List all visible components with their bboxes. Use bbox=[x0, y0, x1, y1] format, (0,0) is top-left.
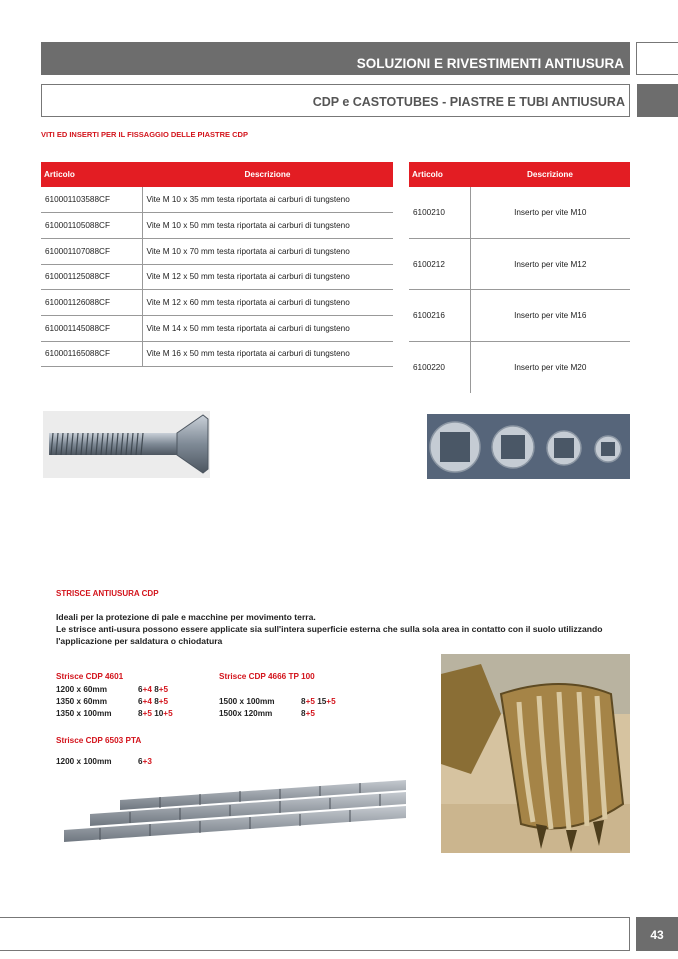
cell-descrizione: Inserto per vite M16 bbox=[470, 290, 630, 341]
table-row bbox=[41, 187, 393, 213]
cell-descrizione: Vite M 16 x 50 mm testa riportata ai carburi di tungsteno bbox=[142, 341, 393, 367]
group-title: Strisce CDP 4601 bbox=[56, 672, 124, 681]
subtitle: CDP e CASTOTUBES - PIASTRE E TUBI ANTIUSURA bbox=[312, 95, 625, 109]
overlay: +4 bbox=[142, 685, 152, 694]
cell-articolo: 610001103588CF bbox=[41, 187, 142, 213]
table-row bbox=[409, 238, 630, 289]
overlay: +5 bbox=[326, 697, 336, 706]
cell-articolo: 610001125088CF bbox=[41, 264, 142, 290]
table-row bbox=[409, 341, 630, 392]
cell-descrizione: Vite M 10 x 35 mm testa riportata ai carburi di tungsteno bbox=[142, 187, 393, 213]
cell-descrizione: Vite M 14 x 50 mm testa riportata ai carburi di tungsteno bbox=[142, 315, 393, 341]
description-line-1: Ideali per la protezione di pale e macchine per movimento terra. bbox=[56, 612, 316, 622]
group-4601 bbox=[56, 672, 173, 721]
screw-image bbox=[43, 411, 210, 478]
cell-descrizione: Inserto per vite M12 bbox=[470, 238, 630, 289]
table-row bbox=[409, 290, 630, 341]
col-articolo: Articolo bbox=[409, 162, 470, 187]
overlay: +5 bbox=[158, 697, 169, 706]
cell-descrizione: Vite M 12 x 50 mm testa riportata ai carburi di tungsteno bbox=[142, 264, 393, 290]
cell-descrizione: Inserto per vite M10 bbox=[470, 187, 630, 238]
size: 1500x 120mm bbox=[219, 709, 273, 718]
cell-descrizione: Vite M 12 x 60 mm testa riportata ai carburi di tungsteno bbox=[142, 290, 393, 316]
subtitle-bar bbox=[41, 84, 630, 117]
list-item bbox=[219, 697, 336, 709]
table-row bbox=[41, 290, 393, 316]
thickness: 10 bbox=[154, 709, 164, 718]
size: 1200 x 60mm bbox=[56, 685, 107, 694]
description-line-2: Le strisce anti-usura possono essere applicate sia sull'intera superficie esterna che sulla sola area in contatto con il suolo utilizzando l'applicazione per saldatura o chiodatura bbox=[56, 624, 603, 646]
cell-descrizione: Vite M 10 x 70 mm testa riportata ai carburi di tungsteno bbox=[142, 238, 393, 264]
col-descrizione: Descrizione bbox=[470, 162, 630, 187]
page-number: 43 bbox=[636, 917, 678, 951]
footer-bar bbox=[0, 917, 630, 951]
table-row bbox=[41, 238, 393, 264]
inserts-image bbox=[427, 414, 630, 479]
strips-image bbox=[60, 778, 406, 848]
cell-articolo: 610001107088CF bbox=[41, 238, 142, 264]
cell-articolo: 610001105088CF bbox=[41, 213, 142, 239]
col-articolo: Articolo bbox=[41, 162, 142, 187]
thickness: 8 bbox=[301, 697, 306, 706]
thickness: 6 bbox=[138, 685, 143, 694]
col-descrizione: Descrizione bbox=[142, 162, 393, 187]
main-title-bar bbox=[41, 42, 630, 75]
table-row bbox=[41, 341, 393, 367]
thickness: 6 bbox=[138, 697, 143, 706]
excavator-bucket-image bbox=[441, 654, 630, 853]
list-item bbox=[56, 709, 173, 721]
overlay: +5 bbox=[163, 709, 173, 718]
group-6503 bbox=[56, 736, 152, 769]
list-item bbox=[56, 697, 173, 709]
overlay: +5 bbox=[158, 685, 169, 694]
size: 1350 x 100mm bbox=[56, 709, 112, 718]
thickness: 15 bbox=[317, 697, 327, 706]
cell-articolo: 610001126088CF bbox=[41, 290, 142, 316]
group-title: Strisce CDP 6503 PTA bbox=[56, 736, 142, 745]
list-item bbox=[56, 757, 152, 769]
header-corner-box bbox=[636, 42, 678, 75]
cell-articolo: 610001145088CF bbox=[41, 315, 142, 341]
thickness: 8 bbox=[154, 685, 159, 694]
screws-table bbox=[41, 162, 393, 367]
overlay: +3 bbox=[142, 757, 152, 766]
inserts-table bbox=[409, 162, 630, 393]
list-item bbox=[56, 685, 173, 697]
cell-descrizione: Inserto per vite M20 bbox=[514, 362, 587, 372]
thickness: 8 bbox=[138, 709, 143, 718]
overlay: +4 bbox=[142, 697, 152, 706]
group-4666 bbox=[219, 672, 336, 721]
strisce-description bbox=[56, 611, 632, 647]
table-row bbox=[41, 213, 393, 239]
cell-articolo: 6100220 bbox=[409, 341, 470, 392]
cell-articolo: 6100212 bbox=[409, 238, 470, 289]
cell-articolo: 6100210 bbox=[409, 187, 470, 238]
size: 1350 x 60mm bbox=[56, 697, 107, 706]
group-title: Strisce CDP 4666 TP 100 bbox=[219, 672, 315, 681]
thickness: 6 bbox=[138, 757, 143, 766]
list-item bbox=[219, 709, 336, 721]
strisce-title: STRISCE ANTIUSURA CDP bbox=[56, 589, 159, 598]
table-row bbox=[41, 264, 393, 290]
size: 1500 x 100mm bbox=[219, 697, 275, 706]
main-title: SOLUZIONI E RIVESTIMENTI ANTIUSURA bbox=[356, 56, 624, 71]
header-corner-grey bbox=[637, 84, 678, 117]
overlay: +5 bbox=[305, 697, 315, 706]
thickness: 8 bbox=[154, 697, 159, 706]
overlay: +5 bbox=[305, 709, 315, 718]
table-row bbox=[41, 315, 393, 341]
size: 1200 x 100mm bbox=[56, 757, 112, 766]
table-row bbox=[409, 187, 630, 238]
cell-descrizione: Vite M 10 x 50 mm testa riportata ai carburi di tungsteno bbox=[142, 213, 393, 239]
overlay: +5 bbox=[142, 709, 152, 718]
thickness: 8 bbox=[301, 709, 306, 718]
cell-articolo: 610001165088CF bbox=[41, 341, 142, 367]
cell-articolo: 6100216 bbox=[409, 290, 470, 341]
section-title: VITI ED INSERTI PER IL FISSAGGIO DELLE PIASTRE CDP bbox=[41, 130, 248, 139]
